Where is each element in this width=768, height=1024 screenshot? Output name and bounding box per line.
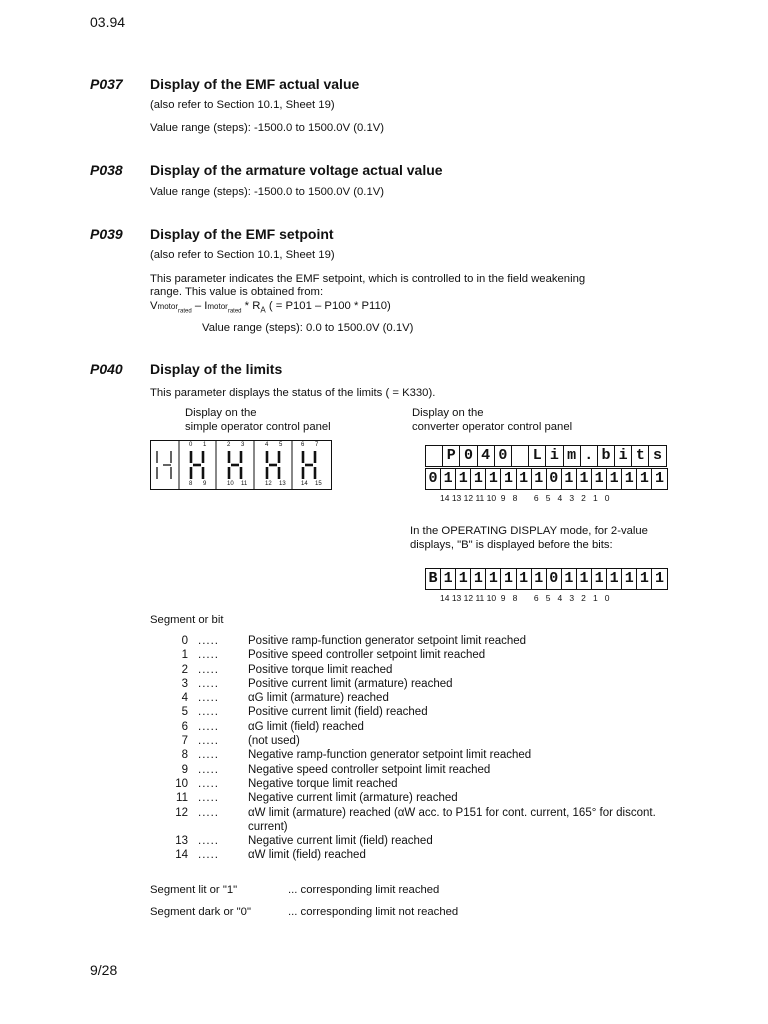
lcd-cell: 1 <box>607 569 622 589</box>
lcd-cell: 1 <box>456 569 471 589</box>
lcd-cell: B <box>426 569 441 589</box>
lcd-cell: 1 <box>501 469 516 489</box>
lcd-cell: 0 <box>547 569 562 589</box>
segment-description: Positive speed controller setpoint limit reached <box>248 649 486 662</box>
seven-segment-digit-2 <box>229 451 241 479</box>
formula-v-sub: motor <box>157 302 178 311</box>
segment-number: 7 <box>181 735 188 748</box>
lcd-cell: m <box>564 446 581 466</box>
lcd-cell: 1 <box>577 469 592 489</box>
lcd-cell: 1 <box>654 470 664 487</box>
lcd-cell: 1 <box>486 469 501 489</box>
segment-description: Positive current limit (armature) reached <box>248 677 453 690</box>
segment-list-item <box>150 720 688 734</box>
p039-title: Display of the EMF setpoint <box>150 226 334 242</box>
lcd-cell: b <box>598 446 615 466</box>
lcd-cell: 1 <box>654 570 664 587</box>
lcd-cell: 4 <box>478 446 495 466</box>
segment-dots: ..... <box>198 792 219 805</box>
segment-description: Positive ramp-function generator setpoint limit reached <box>248 635 527 647</box>
seven-segment-display <box>150 440 332 490</box>
segment-description: Negative current limit (armature) reached <box>248 792 458 805</box>
lcd-cell: 1 <box>486 569 501 589</box>
segment-dots: ..... <box>198 706 219 719</box>
segment-dots: ..... <box>198 735 219 748</box>
segment-number: 12 <box>175 806 188 819</box>
seven-segment-tick: 7 <box>315 442 319 448</box>
segment-description: αG limit (armature) reached <box>248 692 389 705</box>
formula-ra-sub: A <box>260 305 266 315</box>
lcd-cell: 1 <box>532 469 547 489</box>
segment-number: 2 <box>181 663 188 676</box>
segment-dots: ..... <box>198 692 219 705</box>
segment-list-item <box>150 648 688 662</box>
seven-segment-tick: 5 <box>279 442 283 448</box>
segment-number: 10 <box>175 777 188 790</box>
segment-list-item <box>150 806 688 820</box>
seven-segment-tick: 2 <box>227 442 231 448</box>
lcd-cell: 1 <box>592 469 607 489</box>
lcd-cell: 0 <box>460 446 477 466</box>
segment-dots: ..... <box>198 649 219 662</box>
lcd-cell: . <box>581 446 598 466</box>
segment-dots: ..... <box>198 806 219 819</box>
lcd-cell: 1 <box>501 569 516 589</box>
lcd-cell: 1 <box>562 469 577 489</box>
lcd-cell: 1 <box>441 569 456 589</box>
lcd-cell: 1 <box>441 469 456 489</box>
lcd-cell: i <box>546 446 563 466</box>
segment-dots <box>188 820 248 834</box>
p039-line1: (also refer to Section 10.1, Sheet 19) <box>150 249 335 261</box>
segment-dots: ..... <box>198 749 219 762</box>
lcd-cell: 0 <box>426 469 441 489</box>
segment-list-item <box>150 705 688 719</box>
p040-line1: This parameter displays the status of the limits ( = K330). <box>150 387 436 399</box>
segment-description: (not used) <box>248 735 300 748</box>
lcd-cell: 1 <box>577 569 592 589</box>
p039-line4: Value range (steps): 0.0 to 1500.0V (0.1V) <box>202 322 414 334</box>
converter-panel-label-2: converter operator control panel <box>412 421 573 433</box>
segment-dots: ..... <box>198 763 219 776</box>
p038-line1: Value range (steps): -1500.0 to 1500.0V (0.1V) <box>150 186 385 198</box>
lcd-cell: 1 <box>562 569 577 589</box>
lcd-cell: 1 <box>622 469 637 489</box>
segment-list-item <box>150 734 688 748</box>
converter-panel-label-1: Display on the <box>412 407 484 419</box>
p037-line2: Value range (steps): -1500.0 to 1500.0V (0.1V) <box>150 122 385 134</box>
segment-dots: ..... <box>198 720 219 733</box>
lcd-cell: i <box>615 446 632 466</box>
lcd-cell: 1 <box>637 569 652 589</box>
segment-heading: Segment or bit <box>150 614 224 626</box>
p037-line1: (also refer to Section 10.1, Sheet 19) <box>150 99 335 111</box>
segment-number <box>150 820 188 834</box>
seven-segment-partial-digit <box>157 451 171 479</box>
segment-number: 6 <box>181 720 188 733</box>
p038-code: P038 <box>90 162 123 178</box>
lcd-cell: 1 <box>471 469 486 489</box>
lcd-row-operating <box>425 568 668 590</box>
segment-list-item <box>150 834 688 848</box>
lcd-cell: 0 <box>547 469 562 489</box>
segment-list-item <box>150 748 688 762</box>
p037-code: P037 <box>90 76 123 92</box>
segment-description: αW limit (field) reached <box>248 849 366 862</box>
lcd-cell <box>512 446 529 466</box>
segment-list-item <box>150 634 688 648</box>
seven-segment-tick: 0 <box>189 442 193 448</box>
p039-formula <box>150 300 391 318</box>
lcd-cell: 1 <box>456 469 471 489</box>
segment-list-item <box>150 791 688 805</box>
lcd-cell <box>426 446 443 466</box>
seven-segment-tick: 3 <box>241 442 245 448</box>
segment-number: 3 <box>181 677 188 690</box>
segment-dots: ..... <box>198 677 219 690</box>
seven-segment-tick: 8 <box>189 481 193 487</box>
seven-segment-digit-4 <box>303 451 315 479</box>
formula-minus-i: – I <box>191 300 208 312</box>
segment-description: Negative current limit (field) reached <box>248 835 433 848</box>
seven-segment-tick: 9 <box>203 481 207 487</box>
segment-dots: ..... <box>198 835 219 848</box>
seven-segment-digit-1 <box>191 451 203 479</box>
lcd-cell: 1 <box>637 469 652 489</box>
segment-description: Negative speed controller setpoint limit reached <box>248 763 491 776</box>
seven-segment-tick: 6 <box>301 442 305 448</box>
lcd-cell: s <box>653 447 663 464</box>
lcd-cell: P <box>443 446 460 466</box>
lcd-cell: 1 <box>607 469 622 489</box>
page-date: 03.94 <box>90 14 126 30</box>
lcd-cell: 0 <box>495 446 512 466</box>
simple-panel-label-1: Display on the <box>185 407 257 419</box>
seven-segment-digit-3 <box>267 451 279 479</box>
seven-segment-tick: 13 <box>279 481 286 487</box>
seven-segment-tick: 10 <box>227 481 234 487</box>
segment-number: 4 <box>181 692 188 705</box>
lcd-cell: 1 <box>517 569 532 589</box>
segment-description: αW limit (armature) reached (αW acc. to P151 for cont. current, 165° for discont. <box>248 806 656 819</box>
segment-number: 5 <box>181 706 188 719</box>
segment-dark-text: ... corresponding limit not reached <box>288 906 459 918</box>
segment-list-item <box>150 763 688 777</box>
segment-description: Negative torque limit reached <box>248 777 398 790</box>
operating-note-1: In the OPERATING DISPLAY mode, for 2-value <box>410 525 648 537</box>
segment-list-item <box>150 663 688 677</box>
segment-list-item <box>150 820 688 834</box>
lcd-cell: 1 <box>592 569 607 589</box>
p037-title: Display of the EMF actual value <box>150 76 360 92</box>
page-number: 9/28 <box>90 962 118 978</box>
seven-segment-tick: 11 <box>241 481 248 487</box>
segment-list-item <box>150 677 688 691</box>
formula-v-subsub: rated <box>178 308 192 315</box>
segment-list-item <box>150 848 688 862</box>
simple-panel-label-2: simple operator control panel <box>185 421 331 433</box>
p039-code: P039 <box>90 226 123 242</box>
segment-number: 0 <box>181 635 188 647</box>
formula-i-subsub: rated <box>227 308 242 315</box>
segment-number: 9 <box>181 763 188 776</box>
lcd-bit-ticks-operating: 14 13 12 11 10 9 8 6 5 4 3 2 1 0 <box>440 593 610 603</box>
seven-segment-tick: 4 <box>265 442 269 448</box>
lcd-row-1 <box>425 445 667 467</box>
segment-number: 8 <box>181 749 188 762</box>
p040-code: P040 <box>90 361 123 377</box>
segment-description: Negative ramp-function generator setpoint limit reached <box>248 749 532 762</box>
p038-title: Display of the armature voltage actual value <box>150 162 443 178</box>
lcd-cell: 1 <box>471 569 486 589</box>
segment-number: 13 <box>175 835 188 848</box>
p039-line3: range. This value is obtained from: <box>150 286 324 298</box>
segment-list <box>150 634 688 863</box>
lcd-row-2 <box>425 468 668 490</box>
formula-rest: ( = P101 – P100 * P110) <box>265 300 391 312</box>
seven-segment-tick: 1 <box>203 442 207 448</box>
segment-description: current) <box>248 820 288 833</box>
formula-v: V <box>150 300 158 312</box>
formula-i-sub: motor <box>207 302 228 311</box>
operating-note-2: displays, "B" is displayed before the bits: <box>410 539 613 551</box>
segment-number: 14 <box>175 849 188 862</box>
segment-list-item <box>150 691 688 705</box>
lcd-cell: 1 <box>532 569 547 589</box>
segment-dots: ..... <box>198 663 219 676</box>
seven-segment-tick: 15 <box>315 481 322 487</box>
segment-number: 1 <box>181 649 188 662</box>
segment-lit-label: Segment lit or "1" <box>150 884 238 896</box>
lcd-bit-ticks: 14 13 12 11 10 9 8 6 5 4 3 2 1 0 <box>440 493 610 503</box>
lcd-cell: 1 <box>622 569 637 589</box>
segment-dots: ..... <box>198 635 219 647</box>
segment-description: αG limit (field) reached <box>248 720 364 733</box>
seven-segment-tick: 12 <box>265 481 272 487</box>
p039-line2: This parameter indicates the EMF setpoint, which is controlled to in the field weakening <box>150 273 586 285</box>
segment-dots: ..... <box>198 849 219 862</box>
segment-list-item <box>150 777 688 791</box>
formula-star: * R <box>241 300 261 312</box>
segment-lit-text: ... corresponding limit reached <box>288 884 440 896</box>
segment-description: Positive current limit (field) reached <box>248 706 428 719</box>
lcd-cell: L <box>529 446 546 466</box>
segment-dark-label: Segment dark or "0" <box>150 906 251 918</box>
segment-description: Positive torque limit reached <box>248 663 393 676</box>
p040-title: Display of the limits <box>150 361 283 377</box>
segment-dots: ..... <box>198 777 219 790</box>
segment-number: 11 <box>176 792 188 805</box>
seven-segment-tick: 14 <box>301 481 308 487</box>
lcd-cell: t <box>632 446 649 466</box>
lcd-cell: 1 <box>517 469 532 489</box>
